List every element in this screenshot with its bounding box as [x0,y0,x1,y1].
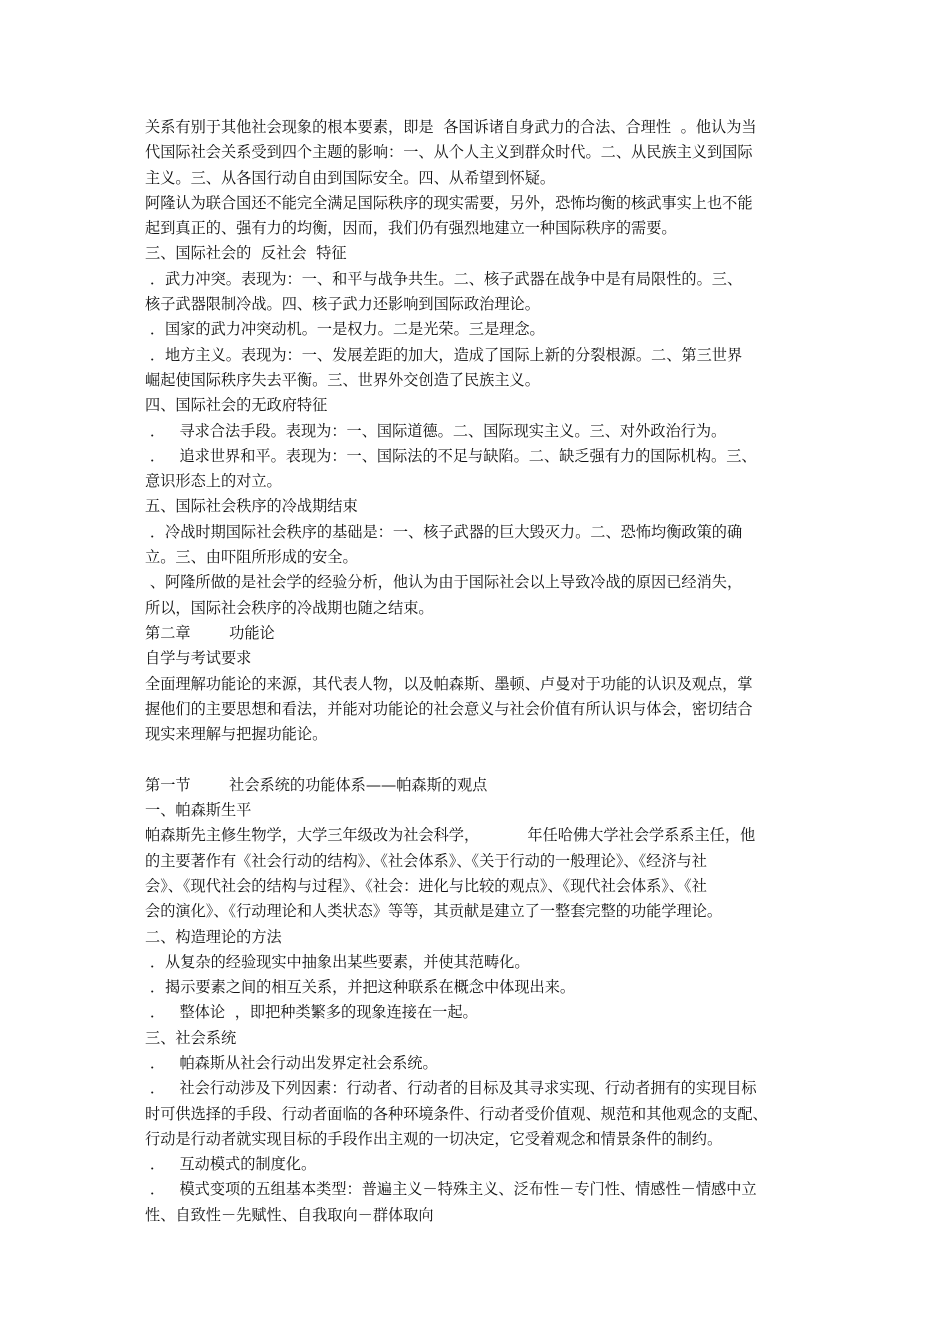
text-line: ． 模式变项的五组基本类型：普遍主义－特殊主义、泛布性－专门性、情感性－情感中立 [145,1180,757,1199]
subheading: 一、帕森斯生平 [145,801,252,820]
text-line: 核子武器限制冷战。四、核子武力还影响到国际政治理论。 [145,295,540,314]
text-line: 起到真正的、强有力的均衡，因而，我们仍有强烈地建立一种国际秩序的需要。 [145,219,677,238]
section-heading: 第一节 社会系统的功能体系——帕森斯的观点 [145,775,488,794]
text-line: 会的演化》、《行动理论和人类状态》等等，其贡献是建立了一整套完整的功能学理论。 [145,902,723,921]
section-heading: 三、国际社会的 反社会 特征 [145,244,347,263]
text-line: ． 整体论 ，即把种类繁多的现象连接在一起。 [145,1003,478,1022]
text-line: 现实来理解与把握功能论。 [145,725,328,744]
text-line: ．地方主义。表现为：一、发展差距的加大，造成了国际上新的分裂根源。二、第三世界 [145,345,743,364]
text-line: ．冷战时期国际社会秩序的基础是：一、核子武器的巨大毁灭力。二、恐怖均衡政策的确 [145,522,743,541]
text-line: ．武力冲突。表现为：一、和平与战争共生。二、核子武器在战争中是有局限性的。三、 [145,269,743,288]
text-line: 代国际社会关系受到四个主题的影响：一、从个人主义到群众时代。二、从民族主义到国际 [145,143,753,162]
text-line: ． 社会行动涉及下列因素：行动者、行动者的目标及其寻求实现、行动者拥有的实现目标 [145,1079,757,1098]
text-line: 关系有别于其他社会现象的根本要素，即是 各国诉诸自身武力的合法、合理性 。他认为当 [145,118,757,136]
text-line: 时可供选择的手段、行动者面临的各种环境条件、行动者受价值观、规范和其他观念的支配、 [145,1104,768,1123]
text-line: 立。三、由吓阻所形成的安全。 [145,548,358,567]
text-line: 阿隆认为联合国还不能完全满足国际秩序的现实需要，另外，恐怖均衡的核武事实上也不能 [145,193,753,212]
text-line: ． 寻求合法手段。表现为：一、国际道德。二、国际现实主义。三、对外政治行为。 [145,421,727,440]
text-line: 崛起使国际秩序失去平衡。三、世界外交创造了民族主义。 [145,370,540,389]
section-heading: 四、国际社会的无政府特征 [145,396,328,415]
text-line: ． 互动模式的制度化。 [145,1155,317,1174]
chapter-heading: 第二章 功能论 [145,623,275,642]
text-line: 会》、《现代社会的结构与过程》、《社会：进化与比较的观点》、《现代社会体系》、《社 [145,876,707,895]
subheading: 三、社会系统 [145,1028,237,1047]
text-line: ．国家的武力冲突动机。一是权力。二是光荣。三是理念。 [145,320,545,339]
text-line: 的主要著作有《社会行动的结构》、《社会体系》、《关于行动的一般理论》、《经济与社 [145,851,707,870]
text-line: 行动是行动者就实现目标的手段作出主观的一切决定，它受着观念和情景条件的制约。 [145,1129,723,1148]
subheading: 自学与考试要求 [145,649,252,668]
text-line: 所以，国际社会秩序的冷战期也随之结束。 [145,598,434,617]
text-line: 帕森斯先主修生物学，大学三年级改为社会科学， 年任哈佛大学社会学系系主任，他 [145,826,756,845]
section-heading: 五、国际社会秩序的冷战期结束 [145,497,358,516]
text-line: 主义。三、从各国行动自由到国际安全。四、从希望到怀疑。 [145,168,556,187]
document-page [145,115,810,1228]
text-line: 握他们的主要思想和看法，并能对功能论的社会意义与社会价值有所认识与体会，密切结合 [145,699,753,718]
text-line: 性、自致性－先赋性、自我取向－群体取向 [145,1205,434,1224]
text-line: ．从复杂的经验现实中抽象出某些要素，并使其范畴化。 [145,952,530,971]
text-line: 全面理解功能论的来源，其代表人物，以及帕森斯、墨顿、卢曼对于功能的认识及观点，掌 [145,674,753,693]
text-line: ．揭示要素之间的相互关系，并把这种联系在概念中体现出来。 [145,978,576,997]
text-line: 意识形态上的对立。 [145,472,282,491]
subheading: 二、构造理论的方法 [145,927,282,946]
text-line: ． 帕森斯从社会行动出发界定社会系统。 [145,1053,438,1072]
blank-line [145,747,810,772]
text-line: ． 追求世界和平。表现为：一、国际法的不足与缺陷。二、缺乏强有力的国际机构。三、 [145,446,757,465]
text-line: 、阿隆所做的是社会学的经验分析，他认为由于国际社会以上导致冷战的原因已经消失， [145,573,743,592]
